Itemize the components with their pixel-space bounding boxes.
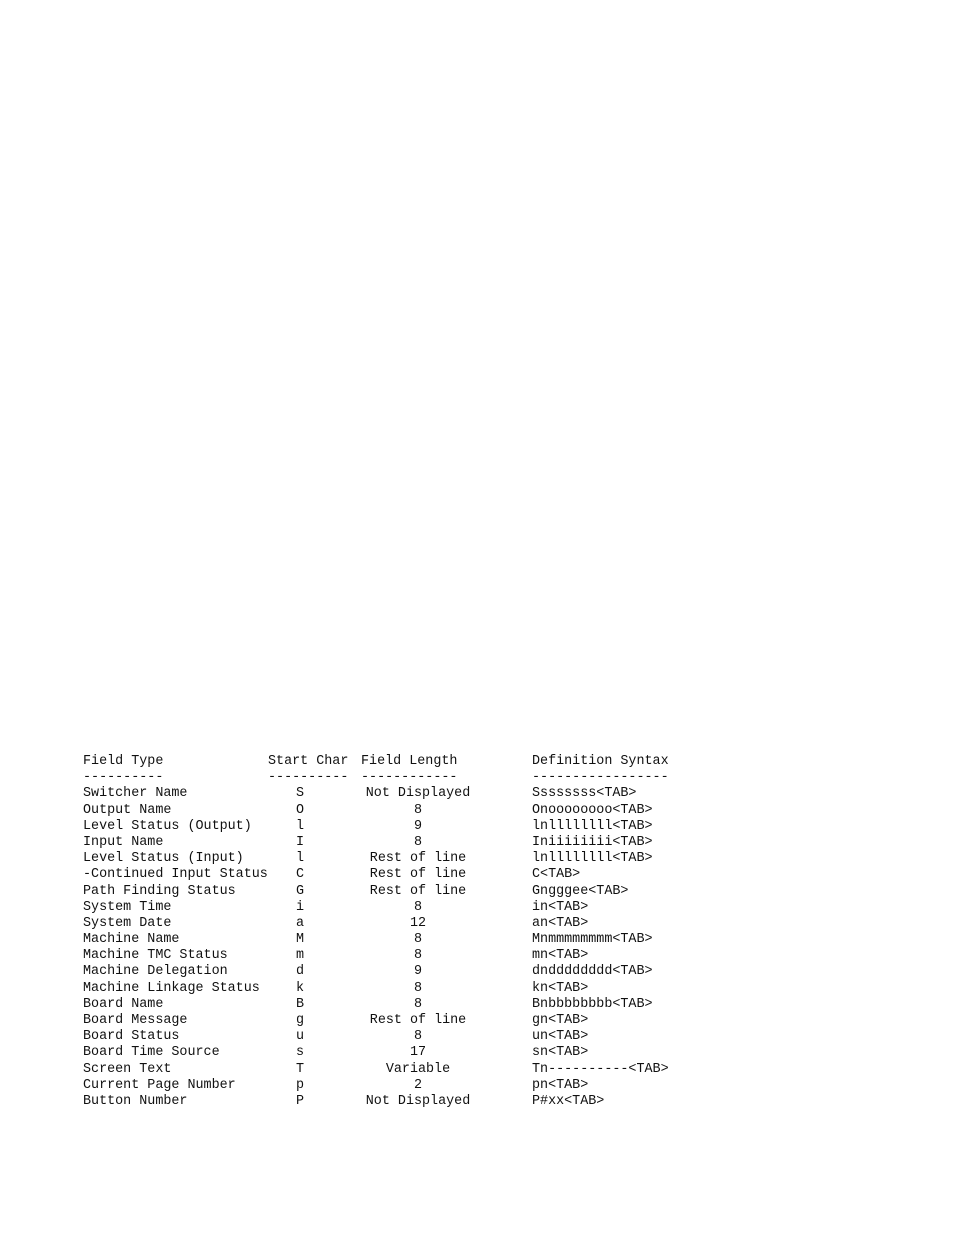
cell-field-length: Rest of line — [369, 867, 467, 883]
cell-field-type: Screen Text — [83, 1061, 172, 1077]
cell-field-length: 2 — [413, 1077, 423, 1093]
cell-start-char: G — [295, 883, 305, 899]
cell-field-type: Path Finding Status — [83, 883, 236, 899]
table-row — [83, 803, 723, 819]
cell-field-length: 8 — [413, 834, 423, 850]
field-type-table — [83, 754, 723, 1110]
table-row — [83, 900, 723, 916]
cell-field-length: 17 — [409, 1045, 427, 1061]
cell-definition-syntax: un<TAB> — [532, 1029, 589, 1045]
cell-definition-syntax: kn<TAB> — [532, 980, 589, 996]
cell-field-type: Board Time Source — [83, 1045, 220, 1061]
cell-field-length: Rest of line — [369, 883, 467, 899]
cell-start-char: l — [295, 818, 305, 834]
cell-field-type: Board Message — [83, 1013, 188, 1028]
table-row — [83, 997, 723, 1013]
cell-start-char: g — [295, 1013, 305, 1028]
table-row — [83, 948, 723, 964]
table-row — [83, 1062, 723, 1078]
cell-field-type: Switcher Name — [83, 786, 188, 802]
cell-start-char: s — [295, 1045, 305, 1061]
cell-start-char: i — [295, 899, 305, 915]
cell-field-length: Not Displayed — [365, 1093, 471, 1109]
cell-definition-syntax: in<TAB> — [532, 899, 589, 915]
cell-field-type: System Time — [83, 899, 172, 915]
cell-field-type: Current Page Number — [83, 1077, 236, 1093]
table-rule-row — [83, 770, 723, 786]
cell-start-char: a — [295, 915, 305, 931]
cell-start-char: I — [295, 834, 305, 850]
header-start-char: Start Char — [268, 754, 349, 769]
cell-definition-syntax: dndddddddd<TAB> — [532, 964, 653, 980]
cell-field-type: Machine TMC Status — [83, 948, 228, 964]
cell-definition-syntax: Onoooooooo<TAB> — [532, 802, 653, 818]
cell-definition-syntax: gn<TAB> — [532, 1013, 589, 1028]
table-body — [83, 786, 723, 1110]
cell-start-char: k — [295, 980, 305, 996]
cell-field-type: System Date — [83, 915, 172, 931]
cell-start-char: p — [295, 1077, 305, 1093]
cell-start-char: O — [295, 802, 305, 818]
cell-field-length: 8 — [413, 802, 423, 818]
table-row — [83, 1013, 723, 1029]
cell-field-length: 8 — [413, 996, 423, 1012]
table-row — [83, 819, 723, 835]
cell-start-char: l — [295, 851, 305, 867]
cell-field-type: Machine Delegation — [83, 964, 228, 980]
table-row — [83, 932, 723, 948]
cell-definition-syntax: C<TAB> — [532, 867, 581, 883]
cell-start-char: u — [295, 1029, 305, 1045]
table-row — [83, 964, 723, 980]
cell-definition-syntax: Bnbbbbbbbb<TAB> — [532, 996, 653, 1012]
cell-start-char: S — [295, 786, 305, 802]
header-definition-syntax: Definition Syntax — [532, 754, 669, 769]
rule-definition-syntax: ----------------- — [532, 770, 669, 786]
cell-definition-syntax: lnllllllll<TAB> — [532, 851, 653, 867]
cell-field-type: Input Name — [83, 834, 164, 850]
cell-start-char: d — [295, 964, 305, 980]
cell-field-length: 8 — [413, 899, 423, 915]
cell-definition-syntax: mn<TAB> — [532, 948, 589, 964]
cell-field-length: Rest of line — [369, 1013, 467, 1028]
cell-definition-syntax: Mnmmmmmmmm<TAB> — [532, 932, 653, 948]
cell-definition-syntax: Iniiiiiiii<TAB> — [532, 834, 653, 850]
table-row — [83, 835, 723, 851]
cell-start-char: P — [295, 1093, 305, 1109]
cell-field-length: 8 — [413, 980, 423, 996]
table-row — [83, 851, 723, 867]
cell-field-type: Output Name — [83, 802, 172, 818]
table-row — [83, 786, 723, 802]
header-field-type: Field Type — [83, 754, 164, 769]
cell-field-length: 9 — [413, 818, 423, 834]
cell-start-char: B — [295, 996, 305, 1012]
table-row — [83, 884, 723, 900]
cell-field-length: Rest of line — [369, 851, 467, 867]
cell-field-length: 12 — [409, 915, 427, 931]
cell-definition-syntax: Tn----------<TAB> — [532, 1061, 669, 1077]
table-row — [83, 916, 723, 932]
cell-field-type: Machine Linkage Status — [83, 980, 260, 996]
cell-field-length: Variable — [385, 1061, 451, 1077]
cell-definition-syntax: lnllllllll<TAB> — [532, 818, 653, 834]
table-row — [83, 867, 723, 883]
cell-start-char: C — [295, 867, 305, 883]
cell-field-length: 8 — [413, 932, 423, 948]
cell-definition-syntax: P#xx<TAB> — [532, 1093, 605, 1109]
cell-definition-syntax: an<TAB> — [532, 915, 589, 931]
table-row — [83, 1078, 723, 1094]
cell-field-type: Level Status (Input) — [83, 851, 244, 867]
table-header-row — [83, 754, 723, 770]
cell-field-type: -Continued Input Status — [83, 867, 268, 883]
cell-field-type: Board Name — [83, 996, 164, 1012]
cell-definition-syntax: Ssssssss<TAB> — [532, 786, 637, 802]
table-row — [83, 981, 723, 997]
cell-definition-syntax: pn<TAB> — [532, 1077, 589, 1093]
cell-field-type: Machine Name — [83, 932, 180, 948]
cell-field-type: Board Status — [83, 1029, 180, 1045]
cell-field-type: Level Status (Output) — [83, 818, 252, 834]
cell-field-length: 9 — [413, 964, 423, 980]
rule-field-type: ---------- — [83, 770, 164, 786]
rule-field-length: ------------ — [361, 770, 458, 786]
cell-field-length: 8 — [413, 948, 423, 964]
table-row — [83, 1045, 723, 1061]
cell-start-char: m — [295, 948, 305, 964]
cell-definition-syntax: sn<TAB> — [532, 1045, 589, 1061]
cell-field-length: 8 — [413, 1029, 423, 1045]
rule-start-char: ---------- — [268, 770, 349, 786]
cell-field-type: Button Number — [83, 1093, 188, 1109]
cell-field-length: Not Displayed — [365, 786, 471, 802]
header-field-length: Field Length — [361, 754, 458, 769]
cell-start-char: M — [295, 932, 305, 948]
table-row — [83, 1094, 723, 1110]
cell-start-char: T — [295, 1061, 305, 1077]
table-row — [83, 1029, 723, 1045]
cell-definition-syntax: Gngggee<TAB> — [532, 883, 629, 899]
